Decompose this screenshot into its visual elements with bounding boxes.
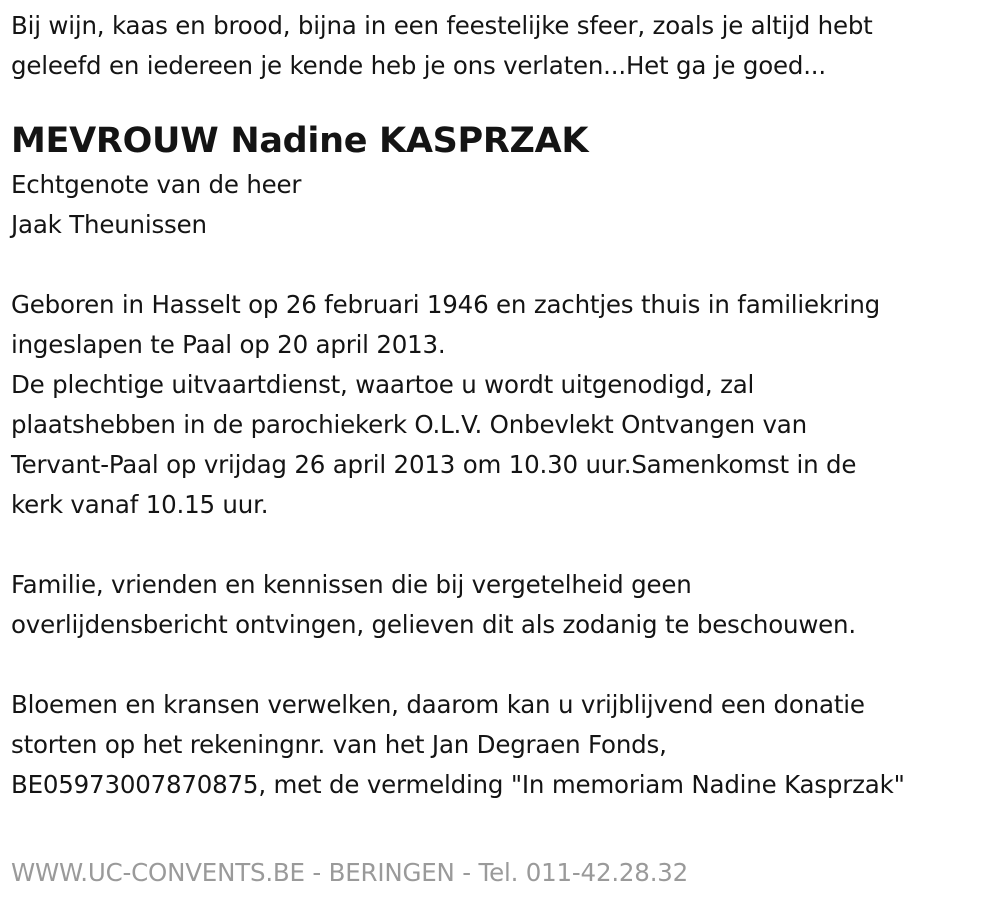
obituary-notice bbox=[11, 6, 996, 805]
paragraph-spacer bbox=[11, 645, 996, 685]
ceremony-paragraph bbox=[11, 285, 996, 525]
ceremony-line: De plechtige uitvaartdienst, waartoe u wordt uitgenodigd, zal bbox=[11, 370, 755, 399]
paragraph-spacer bbox=[11, 525, 996, 565]
spouse-line: Echtgenote van de heer bbox=[11, 170, 302, 199]
ceremony-line: kerk vanaf 10.15 uur. bbox=[11, 490, 269, 519]
footer-contact: WWW.UC-CONVENTS.BE - BERINGEN - Tel. 011-42.28.32 bbox=[11, 858, 689, 887]
spouse-line: Jaak Theunissen bbox=[11, 210, 207, 239]
notice-line: Familie, vrienden en kennissen die bij vergetelheid geen bbox=[11, 570, 692, 599]
donation-line: Bloemen en kransen verwelken, daarom kan u vrijblijvend een donatie bbox=[11, 690, 865, 719]
donation-line: storten op het rekeningnr. van het Jan Degraen Fonds, bbox=[11, 730, 667, 759]
notice-paragraph bbox=[11, 565, 996, 645]
notice-line: overlijdensbericht ontvingen, gelieven dit als zodanig te beschouwen. bbox=[11, 610, 856, 639]
ceremony-line: plaatshebben in de parochiekerk O.L.V. Onbevlekt Ontvangen van bbox=[11, 410, 807, 439]
intro-line: geleefd en iedereen je kende heb je ons verlaten...Het ga je goed... bbox=[11, 51, 826, 80]
ceremony-line: Geboren in Hasselt op 26 februari 1946 en zachtjes thuis in familiekring bbox=[11, 290, 881, 319]
ceremony-line: ingeslapen te Paal op 20 april 2013. bbox=[11, 330, 446, 359]
paragraph-spacer bbox=[11, 245, 996, 285]
donation-paragraph bbox=[11, 685, 996, 805]
spouse-paragraph bbox=[11, 165, 996, 245]
ceremony-line: Tervant-Paal op vrijdag 26 april 2013 om 10.30 uur.Samenkomst in de bbox=[11, 450, 857, 479]
deceased-name-title: MEVROUW Nadine KASPRZAK bbox=[11, 121, 589, 161]
intro-line: Bij wijn, kaas en brood, bijna in een feestelijke sfeer, zoals je altijd hebt bbox=[11, 11, 873, 40]
intro-paragraph bbox=[11, 6, 996, 86]
donation-line: BE05973007870875, met de vermelding "In memoriam Nadine Kasprzak" bbox=[11, 770, 905, 799]
